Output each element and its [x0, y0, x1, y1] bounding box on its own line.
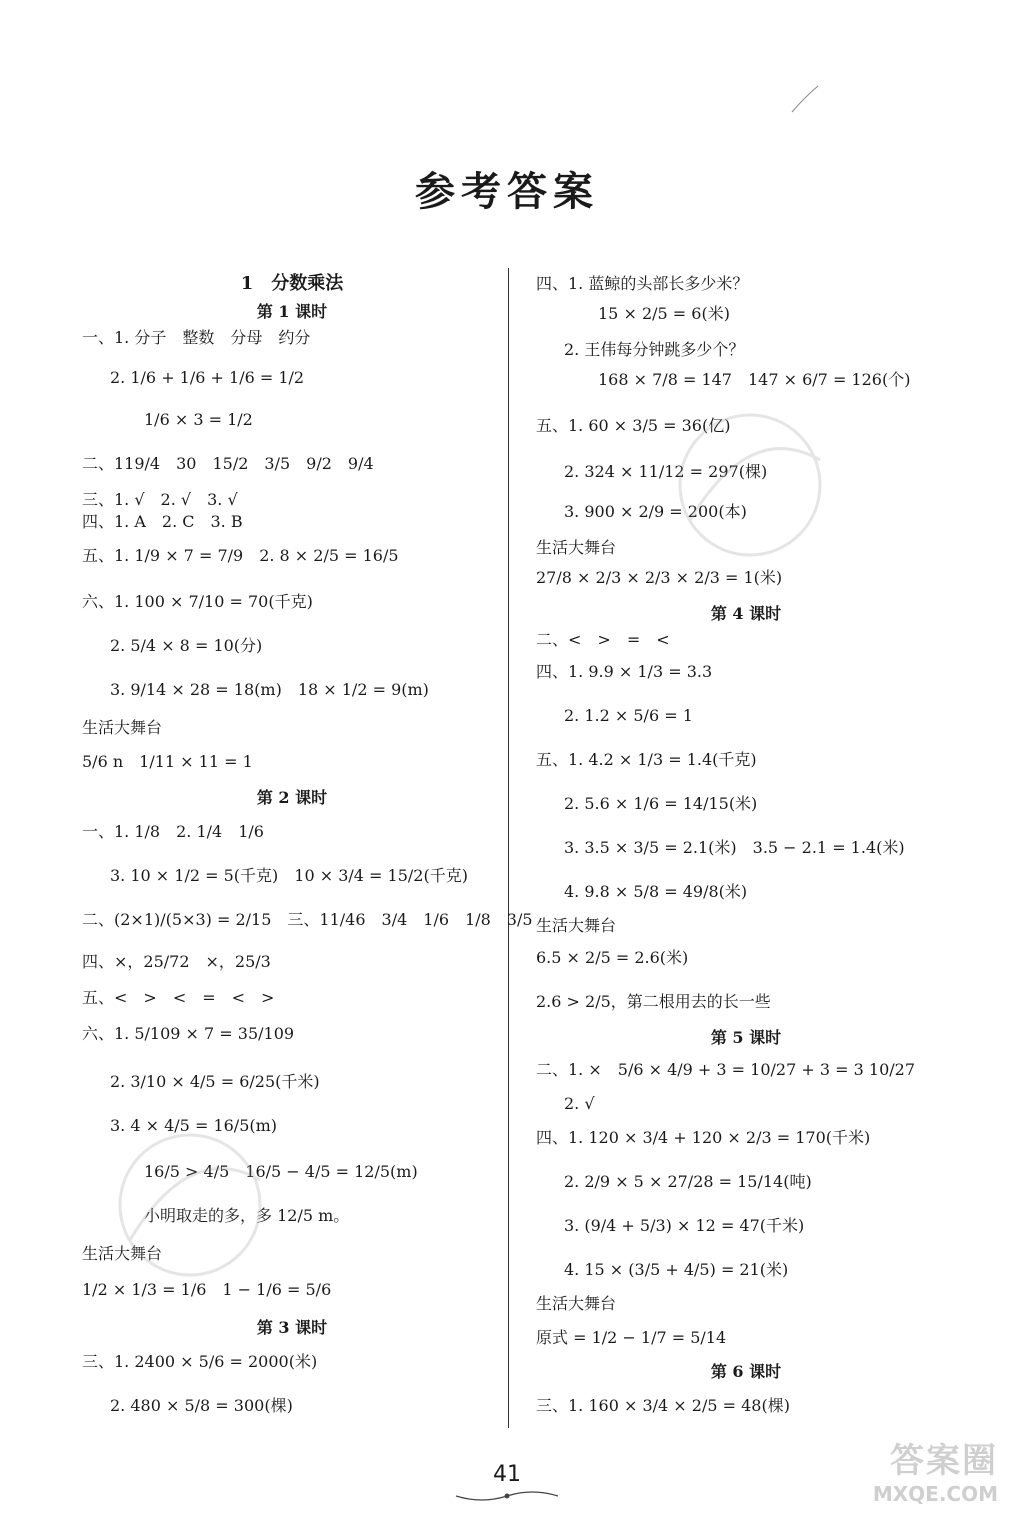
answer-line: 一、1. 1/8 2. 1/4 1/6 — [82, 822, 264, 841]
answer-line: 27/8 × 2/3 × 2/3 × 2/3 = 1(米) — [536, 568, 783, 587]
answer-line: 3. 4 × 4/5 = 16/5(m) — [110, 1116, 278, 1135]
answer-line: 小明取走的多，多 12/5 m。 — [144, 1206, 350, 1225]
answer-line: 原式 = 1/2 − 1/7 = 5/14 — [536, 1328, 727, 1347]
answer-line: 3. (9/4 + 5/3) × 12 = 47(千米) — [564, 1216, 805, 1235]
answer-line: 3. 900 × 2/9 = 200(本) — [564, 502, 747, 521]
answer-line: 五、1. 1/9 × 7 = 7/9 2. 8 × 2/5 = 16/5 — [82, 546, 399, 565]
answer-subheading: 生活大舞台 — [82, 718, 163, 737]
page-ornament — [452, 1488, 562, 1504]
answer-line: 三、1. √ 2. √ 3. √ — [82, 490, 238, 509]
answer-line: 2. 5/4 × 8 = 10(分) — [110, 636, 263, 655]
lesson-heading: 第 2 课时 — [256, 788, 328, 807]
lesson-heading: 第 1 课时 — [256, 302, 328, 321]
lesson-heading: 第 6 课时 — [710, 1362, 782, 1381]
answer-line: 四、×，25/72 ×，25/3 — [82, 952, 271, 971]
answer-line: 2. 1.2 × 5/6 = 1 — [564, 706, 693, 725]
column-divider — [508, 268, 509, 1428]
section-heading: 1 分数乘法 — [240, 273, 344, 294]
answer-line: 3. 9/14 × 28 = 18(m) 18 × 1/2 = 9(m) — [110, 680, 429, 699]
answer-line: 五、1. 60 × 3/5 = 36(亿) — [536, 416, 731, 435]
answer-line: 二、119/4 30 15/2 3/5 9/2 9/4 — [82, 454, 374, 473]
answer-line: 2. 3/10 × 4/5 = 6/25(千米) — [110, 1072, 320, 1091]
decorative-stroke — [790, 84, 820, 114]
answer-line: 三、1. 160 × 3/4 × 2/5 = 48(棵) — [536, 1396, 790, 1415]
answer-line: 五、< > < = < > — [82, 988, 275, 1007]
answer-line: 四、1. A 2. C 3. B — [82, 512, 243, 531]
lesson-heading: 第 5 课时 — [710, 1028, 782, 1047]
site-watermark — [822, 1433, 998, 1506]
answer-line: 2. 1/6 + 1/6 + 1/6 = 1/2 — [110, 368, 305, 387]
answer-line: 2. 王伟每分钟跳多少个？ — [564, 340, 745, 359]
answer-line: 4. 15 × (3/5 + 4/5) = 21(米) — [564, 1260, 789, 1279]
answer-line: 2. 480 × 5/8 = 300(棵) — [110, 1396, 293, 1415]
answer-line: 15 × 2/5 = 6(米) — [598, 304, 730, 323]
answer-line: 5/6 n 1/11 × 11 = 1 — [82, 752, 253, 771]
answer-line: 五、1. 4.2 × 1/3 = 1.4(千克) — [536, 750, 757, 769]
answer-line: 1/6 × 3 = 1/2 — [144, 410, 253, 429]
answer-line: 2. 2/9 × 5 × 27/28 = 15/14(吨) — [564, 1172, 812, 1191]
answer-line: 16/5 > 4/5 16/5 − 4/5 = 12/5(m) — [144, 1162, 418, 1181]
answer-line: 四、1. 9.9 × 1/3 = 3.3 — [536, 662, 713, 681]
answer-subheading: 生活大舞台 — [536, 1294, 617, 1313]
answer-line: 四、1. 蓝鲸的头部长多少米？ — [536, 274, 749, 293]
answer-line: 一、1. 分子 整数 分母 约分 — [82, 328, 311, 347]
answer-line: 2. 5.6 × 1/6 = 14/15(米) — [564, 794, 758, 813]
answer-line: 3. 3.5 × 3/5 = 2.1(米) 3.5 − 2.1 = 1.4(米) — [564, 838, 905, 857]
page-number: 41 — [493, 1462, 521, 1487]
answer-line: 2. √ — [564, 1094, 595, 1113]
lesson-heading: 第 4 课时 — [710, 604, 782, 623]
answer-subheading: 生活大舞台 — [82, 1244, 163, 1263]
answer-line: 6.5 × 2/5 = 2.6(米) — [536, 948, 689, 967]
answer-line: 二、(2×1)/(5×3) = 2/15 三、11/46 3/4 1/6 1/8 3/5 — [82, 910, 533, 929]
answer-line: 二、< > = < — [536, 630, 670, 649]
answer-subheading: 生活大舞台 — [536, 538, 617, 557]
stamp-mark — [660, 400, 840, 570]
watermark-url: MXQE.COM — [872, 1482, 998, 1506]
answer-line: 三、1. 2400 × 5/6 = 2000(米) — [82, 1352, 318, 1371]
lesson-heading: 第 3 课时 — [256, 1318, 328, 1337]
answer-line: 2. 324 × 11/12 = 297(棵) — [564, 462, 768, 481]
watermark-logo-text: 答案圈 — [890, 1441, 998, 1481]
stamp-mark — [100, 1120, 280, 1290]
answer-line: 4. 9.8 × 5/8 = 49/8(米) — [564, 882, 748, 901]
answer-line: 四、1. 120 × 3/4 + 120 × 2/3 = 170(千米) — [536, 1128, 871, 1147]
answer-subheading: 生活大舞台 — [536, 916, 617, 935]
page-title: 参考答案 — [415, 168, 599, 215]
answer-line: 3. 10 × 1/2 = 5(千克) 10 × 3/4 = 15/2(千克) — [110, 866, 468, 885]
answer-line: 2.6 > 2/5，第二根用去的长一些 — [536, 992, 771, 1011]
answer-line: 168 × 7/8 = 147 147 × 6/7 = 126(个) — [598, 370, 911, 389]
answer-line: 1/2 × 1/3 = 1/6 1 − 1/6 = 5/6 — [82, 1280, 332, 1299]
answer-line: 二、1. × 5/6 × 4/9 + 3 = 10/27 + 3 = 3 10/27 — [536, 1060, 915, 1079]
answer-line: 六、1. 100 × 7/10 = 70(千克) — [82, 592, 313, 611]
answer-line: 六、1. 5/109 × 7 = 35/109 — [82, 1024, 295, 1043]
